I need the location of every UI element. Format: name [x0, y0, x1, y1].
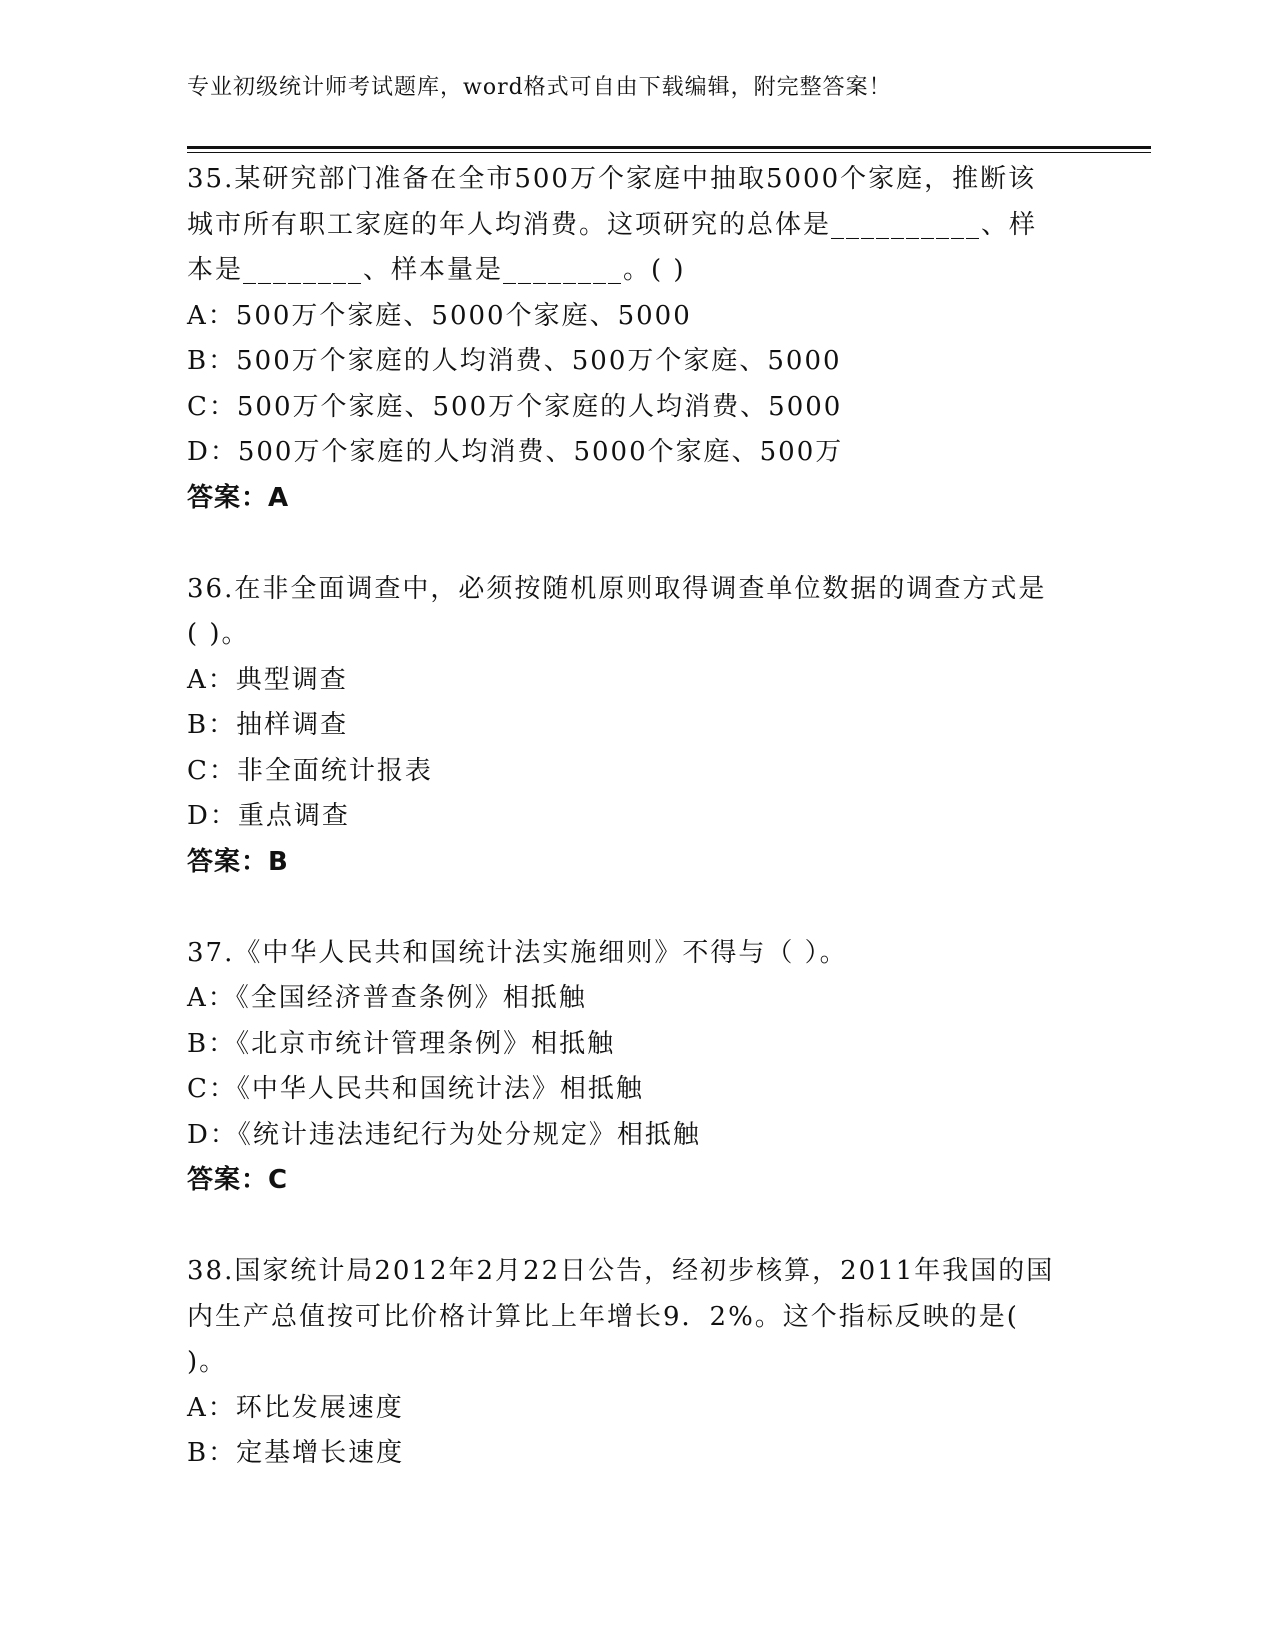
option-c: C：非全面统计报表 — [187, 755, 433, 786]
question-37 — [187, 931, 1087, 1204]
option-b: B：定基增长速度 — [187, 1438, 405, 1468]
header-divider-thin — [187, 152, 1151, 153]
question-stem-line: 内生产总值按可比价格计算比上年增长9．2%。这个指标反映的是( — [187, 1301, 1019, 1332]
question-stem-line: 38.国家统计局2012年2月22日公告，经初步核算，2011年我国的国 — [187, 1256, 1055, 1286]
answer-label: 答案：B — [187, 846, 289, 877]
option-a: A：典型调查 — [187, 664, 348, 695]
option-c: C：《中华人民共和国统计法》相抵触 — [187, 1074, 644, 1104]
question-stem — [187, 1249, 1087, 1386]
option-a: A：500万个家庭、5000个家庭、5000 — [187, 300, 692, 331]
question-35 — [187, 157, 1087, 521]
option-b: B：《北京市统计管理条例》相抵触 — [187, 1028, 616, 1059]
question-stem-line: 37.《中华人民共和国统计法实施细则》不得与（ ）。 — [187, 937, 848, 968]
question-stem-line: 城市所有职工家庭的年人均消费。这项研究的总体是__________、样 — [187, 209, 1038, 240]
header-divider-thick — [187, 146, 1151, 149]
question-list — [187, 157, 1087, 1522]
question-stem — [187, 157, 1087, 294]
question-36 — [187, 567, 1087, 886]
option-b: B：500万个家庭的人均消费、500万个家庭、5000 — [187, 346, 842, 376]
option-a: A：环比发展速度 — [187, 1392, 404, 1423]
answer-label: 答案：A — [187, 482, 290, 513]
question-stem-line: 36.在非全面调查中，必须按随机原则取得调查单位数据的调查方式是 — [187, 573, 1047, 604]
question-stem-line: ( )。 — [187, 619, 250, 649]
page-header: 专业初级统计师考试题库，word格式可自由下载编辑，附完整答案！ — [187, 75, 892, 100]
answer-label: 答案：C — [187, 1165, 289, 1195]
option-d: D：《统计违法违纪行为处分规定》相抵触 — [187, 1119, 701, 1150]
question-38 — [187, 1249, 1087, 1477]
option-d: D：重点调查 — [187, 801, 350, 831]
question-stem — [187, 931, 1087, 977]
option-d: D：500万个家庭的人均消费、5000个家庭、500万 — [187, 437, 844, 467]
option-a: A：《全国经济普查条例》相抵触 — [187, 983, 587, 1013]
option-b: B：抽样调查 — [187, 710, 349, 740]
question-stem-line: 本是________、样本量是________。( ) — [187, 255, 686, 285]
question-stem-line: 35.某研究部门准备在全市500万个家庭中抽取5000个家庭，推断该 — [187, 164, 1037, 194]
question-stem — [187, 567, 1087, 658]
question-stem-line: )。 — [187, 1347, 228, 1377]
option-c: C：500万个家庭、500万个家庭的人均消费、5000 — [187, 391, 843, 422]
